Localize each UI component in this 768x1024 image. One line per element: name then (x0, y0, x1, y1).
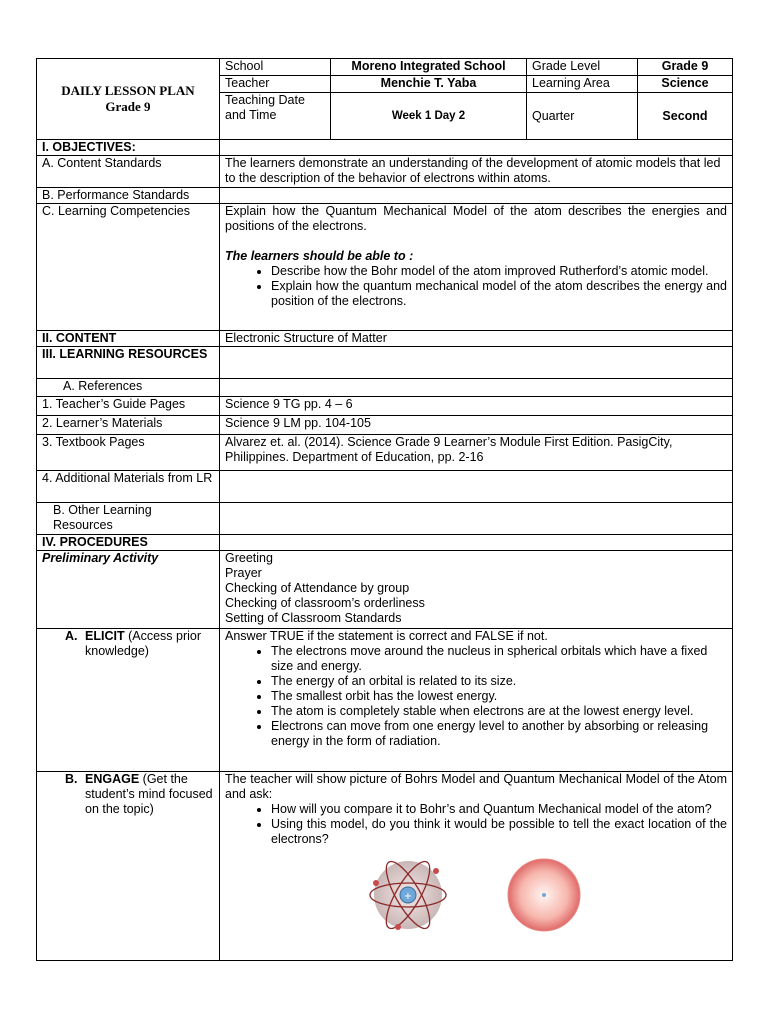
teaching-date-value: Week 1 Day 2 (331, 93, 527, 140)
objectives-empty (220, 140, 733, 156)
engage-cell (220, 772, 733, 961)
learning-area-label: Learning Area (527, 76, 638, 93)
additional-materials-empty (220, 471, 733, 503)
engage-intro: The teacher will show picture of Bohrs Model and Quantum Mechanical Model of the Atom and ask: (225, 772, 727, 801)
learning-resources-empty (220, 347, 733, 379)
other-resources-label: B. Other Learning Resources (37, 503, 220, 535)
elicit-description: (Access prior knowledge) (85, 629, 201, 658)
additional-materials-label: 4. Additional Materials from LR (37, 471, 220, 503)
list-item: • How will you compare it to Bohr’s and Quantum Mechanical model of the atom? (271, 802, 727, 817)
list-item: Checking of Attendance by group (225, 581, 410, 595)
bohr-model-image (366, 857, 450, 933)
learning-competencies-value: Explain how the Quantum Mechanical Model of the atom describes the energies and positions of the electrons. (225, 204, 727, 233)
able-to-heading: The learners should be able to : (225, 249, 414, 263)
elicit-label-cell (37, 629, 220, 772)
elicit-list (225, 644, 727, 749)
list-item: • The energy of an orbital is related to its size. (271, 674, 727, 689)
lesson-plan-table (36, 58, 733, 961)
content-value: Electronic Structure of Matter (220, 331, 733, 347)
elicit-title: ELICIT (85, 629, 125, 643)
elicit-intro: Answer TRUE if the statement is correct and FALSE if not. (225, 629, 548, 643)
list-item: • Explain how the quantum mechanical model of the atom describes the energy and position of the electrons. (271, 279, 727, 309)
list-item: • The atom is completely stable when electrons are at the lowest energy level. (271, 704, 727, 719)
grade-level-value: Grade 9 (638, 59, 733, 76)
model-images (225, 847, 727, 939)
page-subtitle: Grade 9 (105, 99, 151, 114)
preliminary-activity-cell (220, 551, 733, 629)
list-item: Greeting (225, 551, 273, 565)
teaching-date-label: Teaching Date and Time (220, 93, 331, 140)
content-heading: II. CONTENT (37, 331, 220, 347)
school-label: School (220, 59, 331, 76)
performance-standards-label: B. Performance Standards (37, 188, 220, 204)
quarter-label: Quarter (527, 93, 638, 140)
engage-description: (Get the student’s mind focused on the topic) (85, 772, 213, 816)
page-title: DAILY LESSON PLAN (61, 83, 195, 98)
other-resources-empty (220, 503, 733, 535)
engage-label-cell (37, 772, 220, 961)
teacher-value: Menchie T. Yaba (331, 76, 527, 93)
preliminary-activity-label: Preliminary Activity (37, 551, 220, 629)
content-standards-value: The learners demonstrate an understanding of the development of atomic models that led to the description of the behavior of electrons within atoms. (220, 156, 733, 188)
grade-level-label: Grade Level (527, 59, 638, 76)
content-standards-label: A. Content Standards (37, 156, 220, 188)
learners-materials-value: Science 9 LM pp. 104-105 (220, 416, 733, 435)
list-item: • Using this model, do you think it would be possible to tell the exact location of the electrons? (271, 817, 727, 847)
header-title-cell (37, 59, 220, 140)
objectives-list (225, 264, 727, 309)
teachers-guide-value: Science 9 TG pp. 4 – 6 (220, 397, 733, 416)
learning-area-value: Science (638, 76, 733, 93)
objectives-heading: I. OBJECTIVES: (37, 140, 220, 156)
learning-resources-heading: III. LEARNING RESOURCES (37, 347, 220, 379)
list-item: Prayer (225, 566, 262, 580)
engage-letter: B. (65, 772, 78, 786)
school-value: Moreno Integrated School (331, 59, 527, 76)
quarter-value: Second (638, 93, 733, 140)
textbook-pages-label: 3. Textbook Pages (37, 435, 220, 471)
list-item: • Electrons can move from one energy level to another by absorbing or releasing energy in the form of radiation. (271, 719, 727, 749)
references-empty (220, 379, 733, 397)
procedures-empty (220, 535, 733, 551)
list-item: • The smallest orbit has the lowest energy. (271, 689, 727, 704)
list-item: Checking of classroom’s orderliness (225, 596, 425, 610)
list-item: • Describe how the Bohr model of the atom improved Rutherford’s atomic model. (271, 264, 727, 279)
list-item: Setting of Classroom Standards (225, 611, 402, 625)
procedures-heading: IV. PROCEDURES (37, 535, 220, 551)
elicit-cell (220, 629, 733, 772)
learning-competencies-cell (220, 204, 733, 331)
learners-materials-label: 2. Learner’s Materials (37, 416, 220, 435)
quantum-model-image (502, 857, 586, 933)
performance-standards-value (220, 188, 733, 204)
svg-text:+: + (403, 891, 413, 902)
list-item: • The electrons move around the nucleus in spherical orbitals which have a fixed size and energy. (271, 644, 727, 674)
learning-competencies-label: C. Learning Competencies (37, 204, 220, 331)
teacher-label: Teacher (220, 76, 331, 93)
textbook-pages-value: Alvarez et. al. (2014). Science Grade 9 Learner’s Module First Edition. PasigCity, Philippines. Department of Education, pp. 2-16 (220, 435, 733, 471)
lesson-plan-sheet (36, 58, 732, 961)
teachers-guide-label: 1. Teacher’s Guide Pages (37, 397, 220, 416)
references-label: A. References (37, 379, 220, 397)
engage-title: ENGAGE (85, 772, 140, 786)
engage-list (225, 802, 727, 847)
elicit-letter: A. (65, 629, 78, 643)
